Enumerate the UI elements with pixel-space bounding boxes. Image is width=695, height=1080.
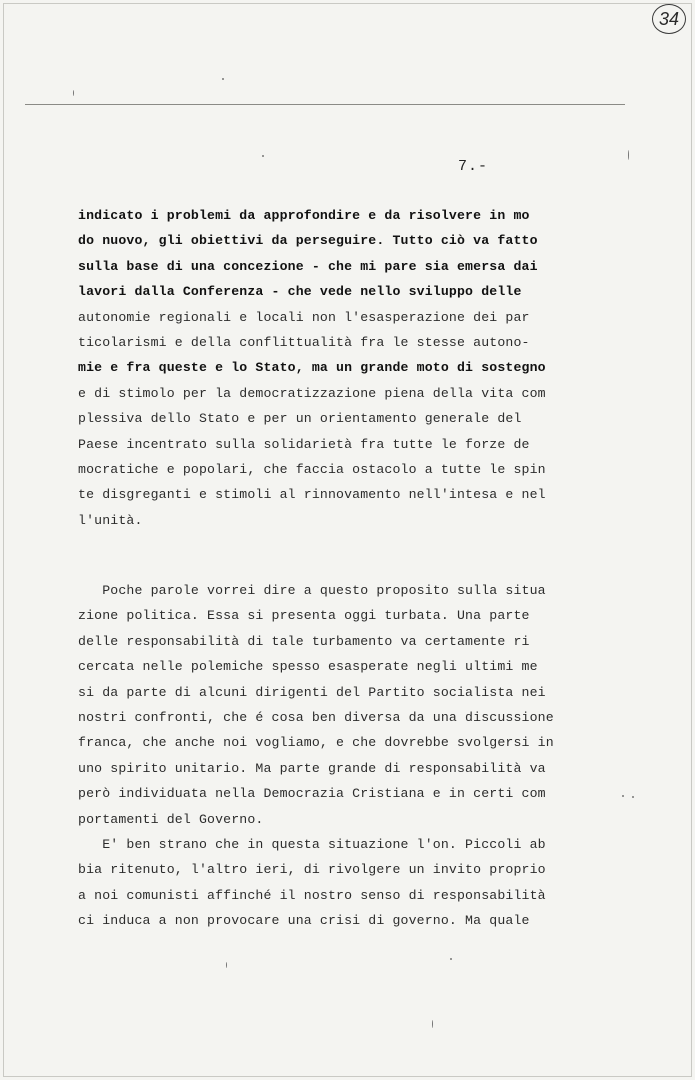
text-line: franca, che anche noi vogliamo, e che dovrebbe svolgersi in — [78, 735, 554, 751]
text-line: l'unità. — [78, 512, 143, 528]
text-line: uno spirito unitario. Ma parte grande di responsabilità va — [78, 760, 546, 776]
text-line: delle responsabilità di tale turbamento va certamente ri — [78, 633, 530, 649]
text-line: mie e fra queste e lo Stato, ma un grande moto di sostegno — [78, 360, 546, 376]
scan-speck — [622, 795, 624, 797]
scan-speck — [432, 1020, 433, 1028]
scan-speck — [628, 150, 629, 160]
paragraph-2 — [78, 578, 598, 934]
scan-speck — [226, 962, 227, 968]
text-line: indicato i problemi da approfondire e da risolvere in mo — [78, 208, 530, 223]
text-line: si da parte di alcuni dirigenti del Partito socialista nei — [78, 684, 546, 700]
text-line: do nuovo, gli obiettivi da perseguire. Tutto ciò va fatto — [78, 233, 538, 249]
text-line: Poche parole vorrei dire a questo proposito sulla situa — [78, 583, 546, 598]
text-line: lavori dalla Conferenza - che vede nello sviluppo delle — [78, 284, 522, 300]
text-line: portamenti del Governo. — [78, 811, 264, 827]
scan-speck — [450, 958, 452, 960]
text-line: e di stimolo per la democratizzazione piena della vita com — [78, 385, 546, 401]
text-line: Paese incentrato sulla solidarietà fra tutte le forze de — [78, 436, 530, 452]
text-line: ci induca a non provocare una crisi di governo. Ma quale — [78, 913, 530, 929]
header-rule — [25, 104, 625, 105]
text-line: nostri confronti, che é cosa ben diversa da una discussione — [78, 710, 554, 726]
text-line: però individuata nella Democrazia Cristiana e in certi com — [78, 786, 546, 802]
text-line: cercata nelle polemiche spesso esasperate negli ultimi me — [78, 659, 538, 675]
scan-speck — [262, 155, 264, 157]
text-line: mocratiche e popolari, che faccia ostacolo a tutte le spin — [78, 462, 546, 478]
scan-speck — [632, 796, 634, 798]
text-line: autonomie regionali e locali non l'esasperazione dei par — [78, 309, 530, 325]
scan-speck — [222, 78, 224, 80]
paragraph-1 — [78, 203, 598, 533]
scan-speck — [73, 90, 74, 96]
text-line: zione politica. Essa si presenta oggi turbata. Una parte — [78, 608, 530, 624]
text-line: E' ben strano che in questa situazione l'on. Piccoli ab — [78, 837, 546, 853]
text-line: plessiva dello Stato e per un orientamento generale del — [78, 411, 522, 427]
text-line: ticolarismi e della conflittualità fra le stesse autono- — [78, 335, 530, 351]
text-line: bia ritenuto, l'altro ieri, di rivolgere un invito proprio — [78, 862, 546, 878]
corner-page-number: 34 — [652, 4, 686, 34]
page-number: 7.- — [458, 158, 489, 175]
text-line: sulla base di una concezione - che mi pare sia emersa dai — [78, 258, 538, 274]
text-line: a noi comunisti affinché il nostro senso di responsabilità — [78, 887, 546, 903]
text-line: te disgreganti e stimoli al rinnovamento nell'intesa e nel — [78, 487, 546, 503]
